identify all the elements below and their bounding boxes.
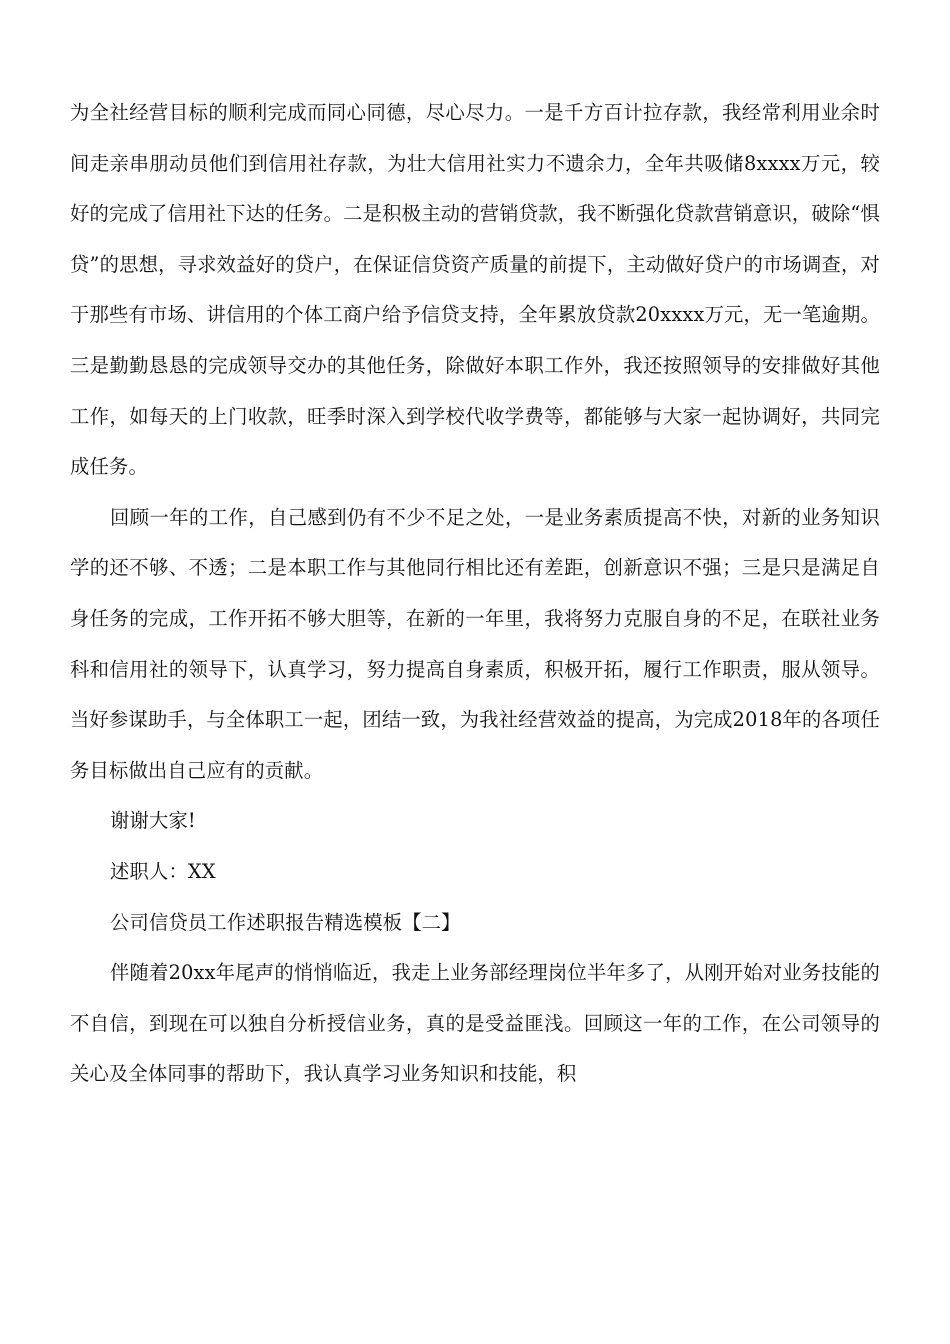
paragraph-review: 回顾一年的工作，自己感到仍有不少不足之处，一是业务素质提高不快，对新的业务知识学的还不够、不透；二是本职工作与其他同行相比还有差距，创新意识不强；三是只是满足自身任务的完成，工作开拓不够大胆等，在新的一年里，我将努力克服自身的不足，在联社业务科和信用社的领导下，认真学习，努力提高自身素质，积极开拓，履行工作职责，服从领导。当好参谋助手，与全体职工一起，团结一致，为我社经营效益的提高，为完成2018年的各项任务目标做出自己应有的贡献。 [70,505,880,782]
paragraph-thanks: 谢谢大家! [110,809,196,833]
paragraph-signature: 述职人：XX [110,859,216,883]
section-heading: 公司信贷员工作述职报告精选模板【二】 [110,910,461,934]
document-page [70,88,880,1100]
paragraph-work-summary: 为全社经营目标的顺利完成而同心同德，尽心尽力。一是千方百计拉存款，我经常利用业余时间走亲串朋动员他们到信用社存款，为壮大信用社实力不遗余力，全年共吸储8xxxx万元，较好的完成了信用社下达的任务。二是积极主动的营销贷款，我不断强化贷款营销意识，破除“惧贷”的思想，寻求效益好的贷户，在保证信贷资产质量的前提下，主动做好贷户的市场调查，对于那些有市场、讲信用的个体工商户给予信贷支持，全年累放贷款20xxxx万元，无一笔逾期。三是勤勤恳恳的完成领导交办的其他任务，除做好本职工作外，我还按照领导的安排做好其他工作，如每天的上门收款，旺季时深入到学校代收学费等，都能够与大家一起协调好，共同完成任务。 [70,101,880,479]
paragraph-second-report: 伴随着20xx年尾声的悄悄临近，我走上业务部经理岗位半年多了，从刚开始对业务技能的不自信，到现在可以独自分析授信业务，真的是受益匪浅。回顾这一年的工作，在公司领导的关心及全体同事的帮助下，我认真学习业务知识和技能，积 [70,961,880,1086]
